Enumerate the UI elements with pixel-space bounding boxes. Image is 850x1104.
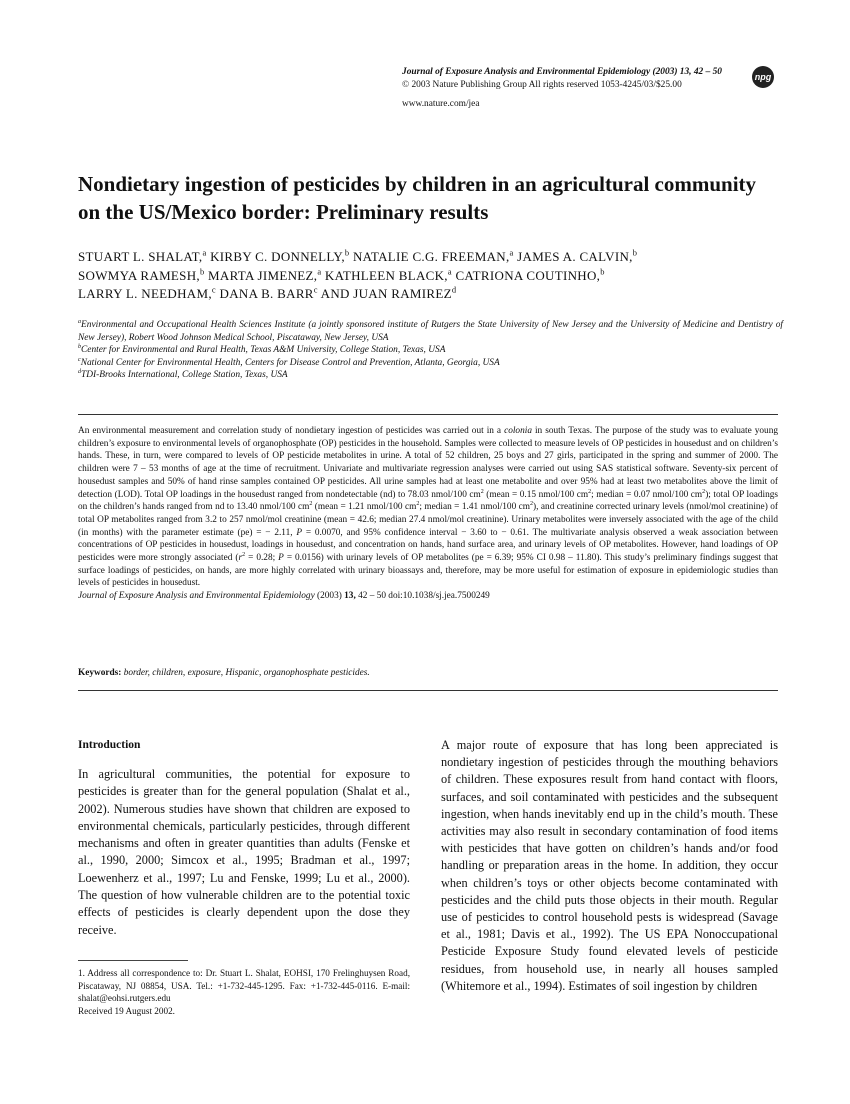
- keywords-label: Keywords:: [78, 668, 122, 678]
- abstract-citation-volume: 13,: [344, 591, 356, 602]
- author-name: KIRBY C. DONNELLY,: [206, 249, 345, 264]
- affiliation-a: [78, 319, 783, 344]
- affiliation-mark: a: [78, 318, 82, 325]
- abstract-text: ), and creatinine corrected urinary levels (nmol/mol creatinine) of total OP metabolites ranged from 3.2 to 257 nmol/mol creatinine (mean = 42.6; median 27.4 nmol/mol creatinine). Urinary metabolites were inversely associated with the age of the child (in months) with the parameter estimate (pe) = − 2.11,: [78, 502, 778, 538]
- author-affiliation-mark: a: [447, 266, 452, 277]
- paper-title: Nondietary ingestion of pesticides by children in an agricultural community on the US/Mexico border: Preliminary results: [78, 172, 757, 224]
- affiliation-mark: b: [78, 344, 82, 351]
- author-name: JAMES A. CALVIN,: [513, 249, 633, 264]
- abstract-bottom-rule: [78, 690, 778, 691]
- section-heading-introduction: Introduction: [78, 739, 141, 751]
- p-variable: P: [278, 553, 284, 564]
- author-name: LARRY L. NEEDHAM,: [78, 286, 212, 301]
- abstract-text: = 0.28;: [245, 553, 279, 564]
- author-affiliation-mark: a: [202, 247, 207, 258]
- author-name: AND JUAN RAMIREZ: [317, 286, 452, 301]
- author-line-1: [78, 248, 798, 267]
- abstract-citation-journal: Journal of Exposure Analysis and Environmental Epidemiology: [78, 591, 315, 602]
- affiliation-mark: c: [78, 356, 81, 363]
- author-affiliation-mark: b: [344, 247, 350, 258]
- abstract-text: (mean = 0.15 nmol/100 cm: [483, 489, 589, 500]
- abstract-text: = 0.0070, and 95% confidence interval − 3.60 to − 0.61. The multivariate analysis observed a weak association between concentrations of OP pesticides in housedust, loadings in housedust, and concentration on hands, hand surface area, and urinary levels of OP metabolites. However, hand loadings of OP pesticides were more strongly associated (: [78, 527, 778, 564]
- running-header: [402, 66, 742, 91]
- affiliations: [78, 319, 783, 382]
- abstract-text: ); total OP loadings on the children’s hands ranged from nd to 13.40 nmol/100 cm: [78, 489, 778, 513]
- keywords: [78, 667, 778, 679]
- footnote-rule: [78, 960, 188, 961]
- affiliation-text: TDI-Brooks International, College Station, Texas, USA: [81, 370, 288, 381]
- footnote-received-date: Received 19 August 2002.: [78, 1005, 175, 1016]
- author-affiliation-mark: c: [211, 284, 216, 295]
- author-affiliation-mark: b: [600, 266, 605, 277]
- author-name: KATHLEEN BLACK,: [321, 267, 448, 283]
- superscript: 2: [530, 501, 534, 508]
- superscript: 2: [480, 488, 484, 495]
- journal-citation-line: Journal of Exposure Analysis and Environmental Epidemiology (2003) 13, 42 – 50: [402, 67, 722, 77]
- abstract-text: = 0.0156) with urinary levels of OP metabolites (pe = 6.39; 95% CI 0.98 – 11.80). This study’s preliminary findings suggest that surface loadings of pesticides, on hands, are more highly correlated with urinary bioassays and, therefore, may be more useful for estimation of exposure in epidemiologic studies than levels of pesticides in housedust.: [78, 553, 778, 589]
- author-affiliation-mark: a: [317, 266, 322, 277]
- author-name: NATALIE C.G. FREEMAN,: [349, 249, 510, 264]
- journal-website: www.nature.com/jea: [402, 99, 480, 109]
- affiliation-text: Center for Environmental and Rural Health, Texas A&M University, College Station, Texas, USA: [81, 345, 446, 356]
- abstract: [78, 425, 778, 603]
- introduction-paragraph-left: In agricultural communities, the potential for exposure to pesticides is greater than for the general population (Shalat et al., 2002). Numerous studies have shown that children are exposed to environmental chemicals, particularly pesticides, through different mechanisms and often in greater quantities than adults (Fenske et al., 1990, 2000; Simcox et al., 1995; Bradman et al., 1997; Loewenherz et al., 1997; Lu and Fenske, 1999; Lu et al., 2000). The question of how vulnerable children are to the potential toxic effects of pesticides is clearly dependent upon the dose they receive.: [78, 767, 410, 937]
- abstract-top-rule: [78, 414, 778, 415]
- author-affiliation-mark: a: [509, 247, 514, 258]
- p-variable: P: [296, 527, 303, 538]
- abstract-citation-year: (2003): [314, 591, 345, 602]
- affiliation-b: [78, 344, 783, 357]
- affiliation-d: [78, 369, 783, 382]
- author-line-3: [78, 285, 798, 304]
- npg-logo: npg: [752, 66, 774, 88]
- copyright-line: © 2003 Nature Publishing Group All rights reserved 1053-4245/03/$25.00: [402, 79, 682, 90]
- abstract-text: An environmental measurement and correlation study of nondietary ingestion of pesticides was carried out in a: [78, 426, 505, 436]
- author-list: [78, 248, 798, 304]
- author-name: SOWMYA RAMESH,: [78, 267, 200, 283]
- author-name: STUART L. SHALAT,: [78, 249, 203, 264]
- abstract-citation-doi: 42 – 50 doi:10.1038/sj.jea.7500249: [355, 591, 490, 602]
- abstract-text: (mean = 1.21 nmol/100 cm: [312, 502, 417, 513]
- author-affiliation-mark: b: [632, 247, 638, 258]
- affiliation-mark: d: [78, 369, 82, 376]
- r-variable: r: [238, 553, 243, 564]
- author-name: MARTA JIMENEZ,: [204, 267, 318, 283]
- affiliation-c: [78, 357, 783, 370]
- affiliation-text: National Center for Environmental Health, Centers for Disease Control and Prevention, Atlanta, Georgia, USA: [80, 357, 500, 368]
- superscript: 2: [416, 501, 420, 508]
- introduction-paragraph-right: A major route of exposure that has long been appreciated is nondietary ingestion of pesticides through the mouthing behaviors of children. These exposures result from hand contact with floors, surfaces, and soil contaminated with pesticides and the subsequent ingestion, when hands inevitably end up in the child’s mouth. These activities may also result in secondary contamination of food items with pesticides that have gotten on children’s hands and/or food handling or preparation areas in the home. In addition, they occur when children’s toys or other objects become contaminated with pesticides and the child puts those objects in their mouth. Regular use of pesticides to control household pests is widespread (Savage et al., 1981; Davis et al., 1992). The US EPA Nonoccupational Pesticide Exposure Study found elevated levels of pesticide residues, from household use, in nearly all houses sampled (Whitemore et al., 1994). Estimates of soil ingestion by children: [441, 738, 778, 993]
- author-affiliation-mark: c: [313, 284, 318, 295]
- footnote: [78, 967, 410, 1017]
- superscript: 2: [702, 488, 706, 495]
- author-affiliation-mark: d: [451, 284, 457, 295]
- abstract-text: in south Texas. The purpose of the study was to evaluate young children’s exposure to environmental levels of organophosphate (OP) pesticides in the household. Samples were collected to measure levels of OP pesticides in housedust and on children’s hands. These, in turn, were compared to levels of OP pesticide metabolites in urine. A total of 52 children, 25 boys and 27 girls, participated in the spring and summer of 2000. The children were 7 – 53 months of age at the time of recruitment. Univariate and multivariate regression analyses were carried out using SAS statistical software. Seventy-six percent of housedust samples and 50% of hand rinse samples contained OP pesticides. All urine samples had at least one metabolite and over 95% had at least two metabolites above the limit of detection (LOD). Total OP loadings in the housedust ranged from nondetectable (nd) to 78.03 nmol/100 cm: [78, 426, 779, 500]
- superscript: 2: [242, 551, 246, 558]
- footnote-correspondence: 1. Address all correspondence to: Dr. Stuart L. Shalat, EOHSI, 170 Frelinghuysen Road, Piscataway, NJ 08854, USA. Tel.: +1-732-445-1295. Fax: +1-732-445-0116. E-mail: shalat@eohsi.rutgers.edu: [78, 968, 410, 1003]
- abstract-colonia: colonia: [504, 426, 532, 436]
- affiliation-text: Environmental and Occupational Health Sciences Institute (a jointly sponsored institute of Rutgers the State University of New Jersey and the University of Medicine and Dentistry of New Jersey), Robert Wood Johnson Medical School, Piscataway, New Jersey, USA: [78, 320, 783, 343]
- superscript: 2: [309, 501, 313, 508]
- author-name: DANA B. BARR: [215, 286, 314, 301]
- author-line-2: [78, 267, 798, 286]
- author-affiliation-mark: b: [199, 266, 205, 277]
- superscript: 2: [588, 488, 592, 495]
- keywords-list: border, children, exposure, Hispanic, organophosphate pesticides.: [121, 668, 370, 678]
- author-name: CATRIONA COUTINHO,: [451, 267, 601, 283]
- abstract-text: ; median = 0.07 nmol/100 cm: [591, 489, 703, 500]
- abstract-text: ; median = 1.41 nmol/100 cm: [419, 502, 531, 513]
